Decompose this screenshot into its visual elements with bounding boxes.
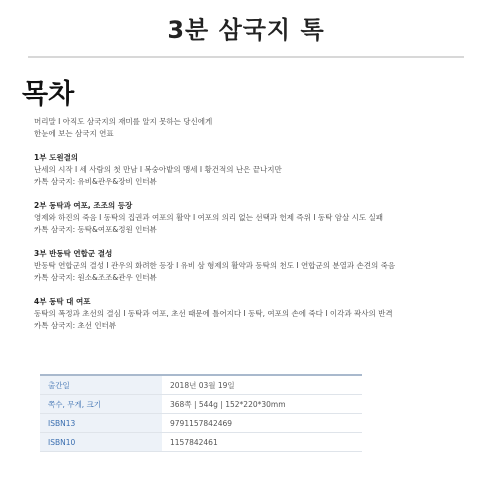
book-info-table — [40, 374, 362, 452]
page-title: 3분 삼국지 톡 — [167, 16, 325, 44]
toc-section-line: 반동탁 연합군의 결성 I 관우의 화려한 등장 I 유비 삼 형제의 활약과 동탁의 천도 I 연합군의 분열과 손견의 죽음 — [34, 261, 396, 270]
table-row — [40, 414, 362, 433]
info-label: 쪽수, 무게, 크기 — [40, 395, 162, 414]
toc-section — [34, 248, 474, 284]
toc-section-title: 3부 반동탁 연합군 결성 — [34, 249, 113, 258]
toc-section — [34, 296, 474, 332]
toc-section-line: 카톡 삼국지: 초선 인터뷰 — [34, 321, 117, 330]
toc-section-title: 4부 동탁 대 여포 — [34, 297, 91, 306]
toc-intro-line: 한눈에 보는 삼국지 연표 — [34, 129, 114, 138]
toc-section-title: 2부 동탁과 여포, 조조의 등장 — [34, 201, 133, 210]
toc-section-line: 영제와 하진의 죽음 I 동탁의 집권과 여포의 활약 I 여포의 의리 없는 선택과 헌제 즉위 I 동탁 암살 시도 실패 — [34, 213, 383, 222]
info-label: ISBN10 — [40, 433, 162, 452]
title-bar — [0, 0, 492, 56]
table-row — [40, 375, 362, 395]
info-label: ISBN13 — [40, 414, 162, 433]
info-label: 출간일 — [40, 375, 162, 395]
toc-section — [34, 200, 474, 236]
info-value: 1157842461 — [162, 433, 362, 452]
toc-section-line: 카톡 삼국지: 유비&관우&장비 인터뷰 — [34, 177, 157, 186]
toc-section-title: 1부 도원결의 — [34, 153, 79, 162]
toc-section — [34, 152, 474, 188]
toc-heading: 목차 — [22, 79, 75, 110]
table-row — [40, 433, 362, 452]
toc-section-line: 난세의 시작 I 세 사람의 첫 만남 I 복숭아밭의 맹세 I 황건적의 난은 끝나지만 — [34, 165, 282, 174]
info-value: 9791157842469 — [162, 414, 362, 433]
toc-section-line: 카톡 삼국지: 원소&조조&관우 인터뷰 — [34, 273, 157, 282]
table-of-contents — [34, 116, 474, 332]
info-value: 368쪽 | 544g | 152*220*30mm — [162, 395, 362, 414]
toc-section-line: 카톡 삼국지: 동탁&여포&정원 인터뷰 — [34, 225, 157, 234]
info-value: 2018년 03월 19일 — [162, 375, 362, 395]
title-divider — [28, 56, 464, 58]
table-row — [40, 395, 362, 414]
toc-intro-line: 머리말 I 아직도 삼국지의 재미를 알지 못하는 당신에게 — [34, 117, 213, 126]
toc-section-line: 동탁의 폭정과 초선의 결심 I 동탁과 여포, 초선 때문에 틀어지다 I 동탁, 여포의 손에 죽다 I 이각과 곽사의 반격 — [34, 309, 393, 318]
